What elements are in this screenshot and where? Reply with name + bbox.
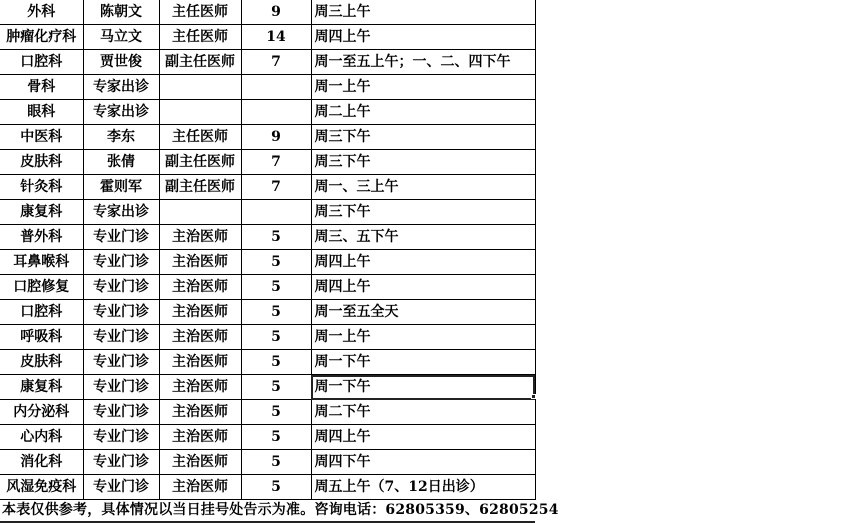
department-cell[interactable]: 中医科 (0, 125, 83, 150)
fee-cell[interactable]: 5 (241, 425, 311, 450)
doctor-cell[interactable]: 贾世俊 (83, 50, 159, 75)
title-cell[interactable]: 副主任医师 (159, 175, 241, 200)
department-cell[interactable]: 口腔科 (0, 300, 83, 325)
title-cell[interactable]: 主治医师 (159, 250, 241, 275)
fee-cell[interactable]: 5 (241, 225, 311, 250)
fee-cell[interactable]: 5 (241, 450, 311, 475)
schedule-time-cell[interactable]: 周三上午 (311, 0, 535, 25)
doctor-cell[interactable]: 专业门诊 (83, 325, 159, 350)
department-cell[interactable]: 眼科 (0, 100, 83, 125)
title-cell[interactable]: 副主任医师 (159, 150, 241, 175)
schedule-time-cell[interactable]: 周一至五全天 (311, 300, 535, 325)
schedule-time-cell[interactable]: 周三下午 (311, 150, 535, 175)
fee-cell[interactable]: 5 (241, 275, 311, 300)
fee-cell[interactable]: 5 (241, 325, 311, 350)
table-row (0, 200, 535, 225)
department-cell[interactable]: 呼吸科 (0, 325, 83, 350)
department-cell[interactable]: 外科 (0, 0, 83, 25)
schedule-time-cell[interactable]: 周一至五上午；一、二、四下午 (311, 50, 535, 75)
title-cell[interactable] (159, 100, 241, 125)
table-row (0, 350, 535, 375)
fee-cell[interactable]: 5 (241, 475, 311, 500)
schedule-time-cell[interactable]: 周四上午 (311, 425, 535, 450)
department-cell[interactable]: 消化科 (0, 450, 83, 475)
table-row (0, 150, 535, 175)
schedule-time-cell[interactable]: 周四上午 (311, 275, 535, 300)
schedule-time-cell[interactable]: 周一下午 (311, 350, 535, 375)
doctor-cell[interactable]: 专业门诊 (83, 425, 159, 450)
department-cell[interactable]: 内分泌科 (0, 400, 83, 425)
doctor-cell[interactable]: 专业门诊 (83, 475, 159, 500)
title-cell[interactable]: 主治医师 (159, 300, 241, 325)
fee-cell[interactable]: 9 (241, 125, 311, 150)
title-cell[interactable]: 主治医师 (159, 375, 241, 400)
department-cell[interactable]: 耳鼻喉科 (0, 250, 83, 275)
table-row (0, 400, 535, 425)
selection-fill-handle[interactable] (531, 394, 536, 399)
doctor-cell[interactable]: 霍则军 (83, 175, 159, 200)
title-cell[interactable]: 主治医师 (159, 450, 241, 475)
department-cell[interactable]: 肿瘤化疗科 (0, 25, 83, 50)
schedule-time-cell[interactable]: 周一、三上午 (311, 175, 535, 200)
department-cell[interactable]: 皮肤科 (0, 350, 83, 375)
schedule-time-cell[interactable]: 周三下午 (311, 200, 535, 225)
title-cell[interactable]: 主治医师 (159, 425, 241, 450)
doctor-cell[interactable]: 专业门诊 (83, 275, 159, 300)
department-cell[interactable]: 骨科 (0, 75, 83, 100)
department-cell[interactable]: 心内科 (0, 425, 83, 450)
schedule-time-cell[interactable]: 周五上午（7、12日出诊） (311, 475, 535, 500)
schedule-time-cell[interactable]: 周二上午 (311, 100, 535, 125)
department-cell[interactable]: 风湿免疫科 (0, 475, 83, 500)
doctor-cell[interactable]: 专家出诊 (83, 200, 159, 225)
doctor-cell[interactable]: 李东 (83, 125, 159, 150)
table-row (0, 75, 535, 100)
table-row (0, 375, 535, 400)
table-row (0, 0, 535, 25)
fee-cell[interactable] (241, 100, 311, 125)
table-row (0, 250, 535, 275)
department-cell[interactable]: 口腔科 (0, 50, 83, 75)
title-cell[interactable]: 主治医师 (159, 400, 241, 425)
department-cell[interactable]: 普外科 (0, 225, 83, 250)
fee-cell[interactable]: 14 (241, 25, 311, 50)
schedule-time-cell[interactable]: 周四下午 (311, 450, 535, 475)
table-row (0, 175, 535, 200)
fee-cell[interactable] (241, 200, 311, 225)
schedule-time-cell[interactable]: 周三下午 (311, 125, 535, 150)
table-row (0, 125, 535, 150)
title-cell[interactable]: 主治医师 (159, 350, 241, 375)
fee-cell[interactable]: 7 (241, 50, 311, 75)
table-row (0, 450, 535, 475)
doctor-cell[interactable]: 张倩 (83, 150, 159, 175)
fee-cell[interactable]: 7 (241, 150, 311, 175)
doctor-cell[interactable]: 专业门诊 (83, 300, 159, 325)
title-cell[interactable]: 主任医师 (159, 25, 241, 50)
department-cell[interactable]: 口腔修复 (0, 275, 83, 300)
department-cell[interactable]: 康复科 (0, 375, 83, 400)
schedule-time-cell[interactable]: 周三、五下午 (311, 225, 535, 250)
department-cell[interactable]: 针灸科 (0, 175, 83, 200)
table-row (0, 325, 535, 350)
fee-cell[interactable]: 7 (241, 175, 311, 200)
schedule-time-cell[interactable]: 周一上午 (311, 75, 535, 100)
doctor-cell[interactable]: 陈朝文 (83, 0, 159, 25)
doctor-cell[interactable]: 专业门诊 (83, 400, 159, 425)
doctor-cell[interactable]: 专业门诊 (83, 450, 159, 475)
title-cell[interactable] (159, 75, 241, 100)
table-row (0, 300, 535, 325)
schedule-time-cell[interactable]: 周一上午 (311, 325, 535, 350)
doctor-cell[interactable]: 专业门诊 (83, 250, 159, 275)
title-cell[interactable]: 主治医师 (159, 275, 241, 300)
table-row (0, 275, 535, 300)
schedule-time-cell[interactable]: 周二下午 (311, 400, 535, 425)
schedule-time-cell[interactable]: 周四上午 (311, 25, 535, 50)
title-cell[interactable]: 主任医师 (159, 125, 241, 150)
department-cell[interactable]: 皮肤科 (0, 150, 83, 175)
title-cell[interactable]: 副主任医师 (159, 50, 241, 75)
fee-cell[interactable]: 5 (241, 300, 311, 325)
department-cell[interactable]: 康复科 (0, 200, 83, 225)
schedule-time-cell[interactable]: 周四上午 (311, 250, 535, 275)
title-cell[interactable] (159, 200, 241, 225)
doctor-cell[interactable]: 马立文 (83, 25, 159, 50)
title-cell[interactable]: 主治医师 (159, 475, 241, 500)
fee-cell[interactable]: 5 (241, 350, 311, 375)
table-row (0, 425, 535, 450)
fee-cell[interactable] (241, 75, 311, 100)
fee-cell[interactable]: 5 (241, 400, 311, 425)
doctor-cell[interactable]: 专业门诊 (83, 350, 159, 375)
doctor-cell[interactable]: 专家出诊 (83, 75, 159, 100)
table-row (0, 475, 535, 500)
footer-note[interactable]: 本表仅供参考，具体情况以当日挂号处告示为准。咨询电话：62805359、62805254 (2, 502, 559, 518)
fee-cell[interactable]: 9 (241, 0, 311, 25)
doctor-cell[interactable]: 专业门诊 (83, 225, 159, 250)
title-cell[interactable]: 主任医师 (159, 0, 241, 25)
table-row (0, 25, 535, 50)
title-cell[interactable]: 主治医师 (159, 325, 241, 350)
doctor-cell[interactable]: 专家出诊 (83, 100, 159, 125)
table-row (0, 100, 535, 125)
doctor-cell[interactable]: 专业门诊 (83, 375, 159, 400)
fee-cell[interactable]: 5 (241, 250, 311, 275)
schedule-time-cell[interactable]: 周一下午 (311, 375, 535, 400)
title-cell[interactable]: 主治医师 (159, 225, 241, 250)
fee-cell[interactable]: 5 (241, 375, 311, 400)
table-row (0, 50, 535, 75)
table-row (0, 225, 535, 250)
